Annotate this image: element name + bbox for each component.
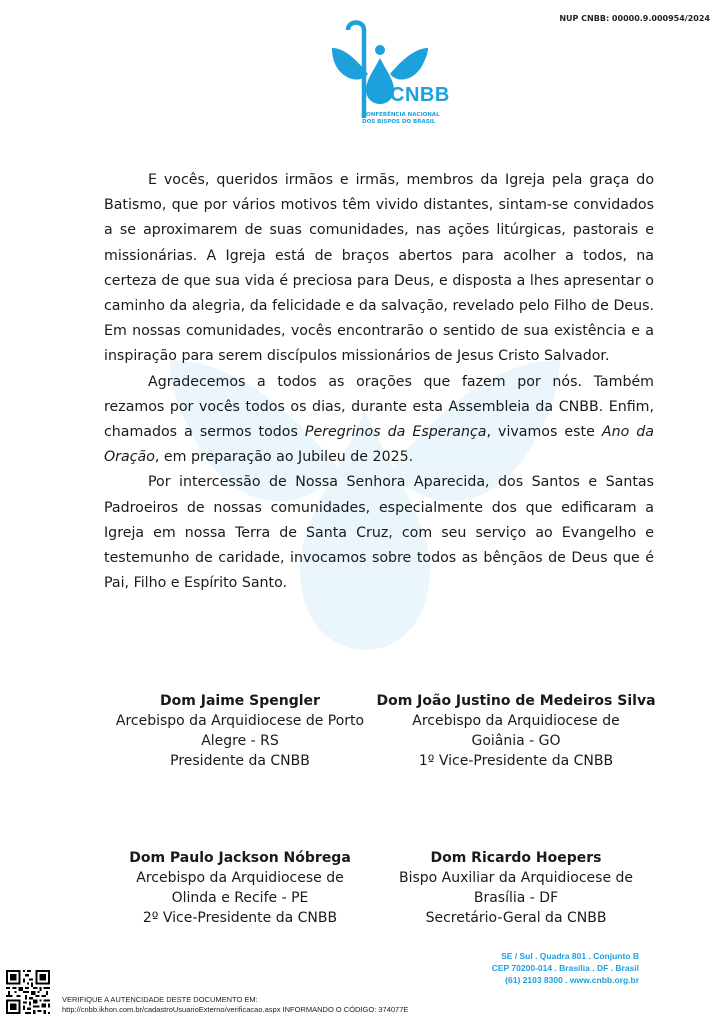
signature-name: Dom Jaime Spengler — [160, 693, 320, 709]
signature-title-line: Arcebispo da Arquidiocese de Porto — [115, 713, 365, 729]
paragraph-3: Por intercessão de Nossa Senhora Aparecida, dos Santos e Santas Padroeiros de nossas comunidades, especialmente dos que edificaram a Igreja em nossa Terra de Santa Cruz, com seu serviço ao Evangelho e testemunho de caridade, invocamos sobre todos as bênçãos de Deus que é Pai, Filho e Espírito Santo. — [104, 474, 654, 592]
verify-line-1: VERIFIQUE A AUTENCIDADE DESTE DOCUMENTO EM: — [62, 995, 258, 1004]
signature-title-line: Arcebispo da Arquidiocese de — [136, 870, 344, 886]
signature-block-3 — [100, 848, 380, 928]
signature-role: Presidente da CNBB — [170, 753, 310, 769]
signature-title-line: Brasília - DF — [473, 890, 559, 906]
qr-code-icon — [6, 970, 50, 1014]
signature-title-line: Arcebispo da Arquidiocese de — [412, 713, 620, 729]
paragraph-2-italic-2: Ano da Oração — [104, 424, 654, 466]
signature-block-1 — [100, 691, 380, 771]
signature-name: Dom Ricardo Hoepers — [430, 850, 602, 866]
verification-notice — [62, 995, 408, 1015]
signature-block-2 — [376, 691, 656, 771]
nup-number: NUP CNBB: 00000.9.000954/2024 — [559, 14, 710, 23]
letter-body — [104, 168, 654, 596]
signature-title-line: Olinda e Recife - PE — [171, 890, 309, 906]
paragraph-2-text-2: , vivamos este — [486, 424, 602, 441]
signature-title-line: Goiânia - GO — [471, 733, 561, 749]
signature-role: 1º Vice-Presidente da CNBB — [418, 753, 614, 769]
logo-subtitle-line2: DOS BISPOS DO BRASIL — [362, 119, 436, 125]
footer-address — [492, 950, 639, 986]
signature-role: Secretário-Geral da CNBB — [425, 910, 607, 926]
logo-text: CNBB — [390, 84, 450, 106]
paragraph-2 — [104, 370, 654, 471]
signature-name: Dom Paulo Jackson Nóbrega — [129, 850, 351, 866]
address-line: SE / Sul . Quadra 801 . Conjunto B — [501, 951, 639, 961]
paragraph-2-italic-1: Peregrinos da Esperança — [304, 424, 487, 441]
paragraph-1: E vocês, queridos irmãos e irmãs, membros da Igreja pela graça do Batismo, que por vários motivos têm vivido distantes, sintam-se convidados a se aproximarem de suas comunidades, nas ações litúrgicas, pastorais e missionárias. A Igreja está de braços abertos para acolher a todos, na certeza de que sua vida é preciosa para Deus, e disposta a lhes apresentar o caminho da alegria, da felicidade e da salvação, revelado pelo Filho de Deus. Em nossas comunidades, vocês encontrarão o sentido de sua existência e a inspiração para serem discípulos missionários de Jesus Cristo Salvador. — [104, 172, 654, 365]
signature-block-4 — [376, 848, 656, 928]
verify-line-2: http://cnbb.ikhon.com.br/cadastroUsuarioExterno/verificacao.aspx INFORMANDO O CÓDIGO: 374077E — [62, 1005, 409, 1014]
signature-role: 2º Vice-Presidente da CNBB — [142, 910, 338, 926]
signature-name: Dom João Justino de Medeiros Silva — [376, 693, 656, 709]
address-line: (61) 2103 8300 . www.cnbb.org.br — [505, 975, 639, 985]
address-line: CEP 70200-014 . Brasília . DF . Brasil — [491, 963, 639, 973]
logo-subtitle — [362, 112, 452, 126]
signature-title-line: Alegre - RS — [201, 733, 279, 749]
logo-subtitle-line1: CONFERÊNCIA NACIONAL — [362, 112, 440, 118]
paragraph-2-text-1: Agradecemos a todos as orações que fazem por nós. Também rezamos por vocês todos os dias, durante esta Assembleia da CNBB. Enfim, chamados a sermos todos — [104, 373, 654, 441]
signature-title-line: Bispo Auxiliar da Arquidiocese de — [398, 870, 634, 886]
paragraph-2-text-3: , em preparação ao Jubileu de 2025. — [154, 449, 414, 466]
